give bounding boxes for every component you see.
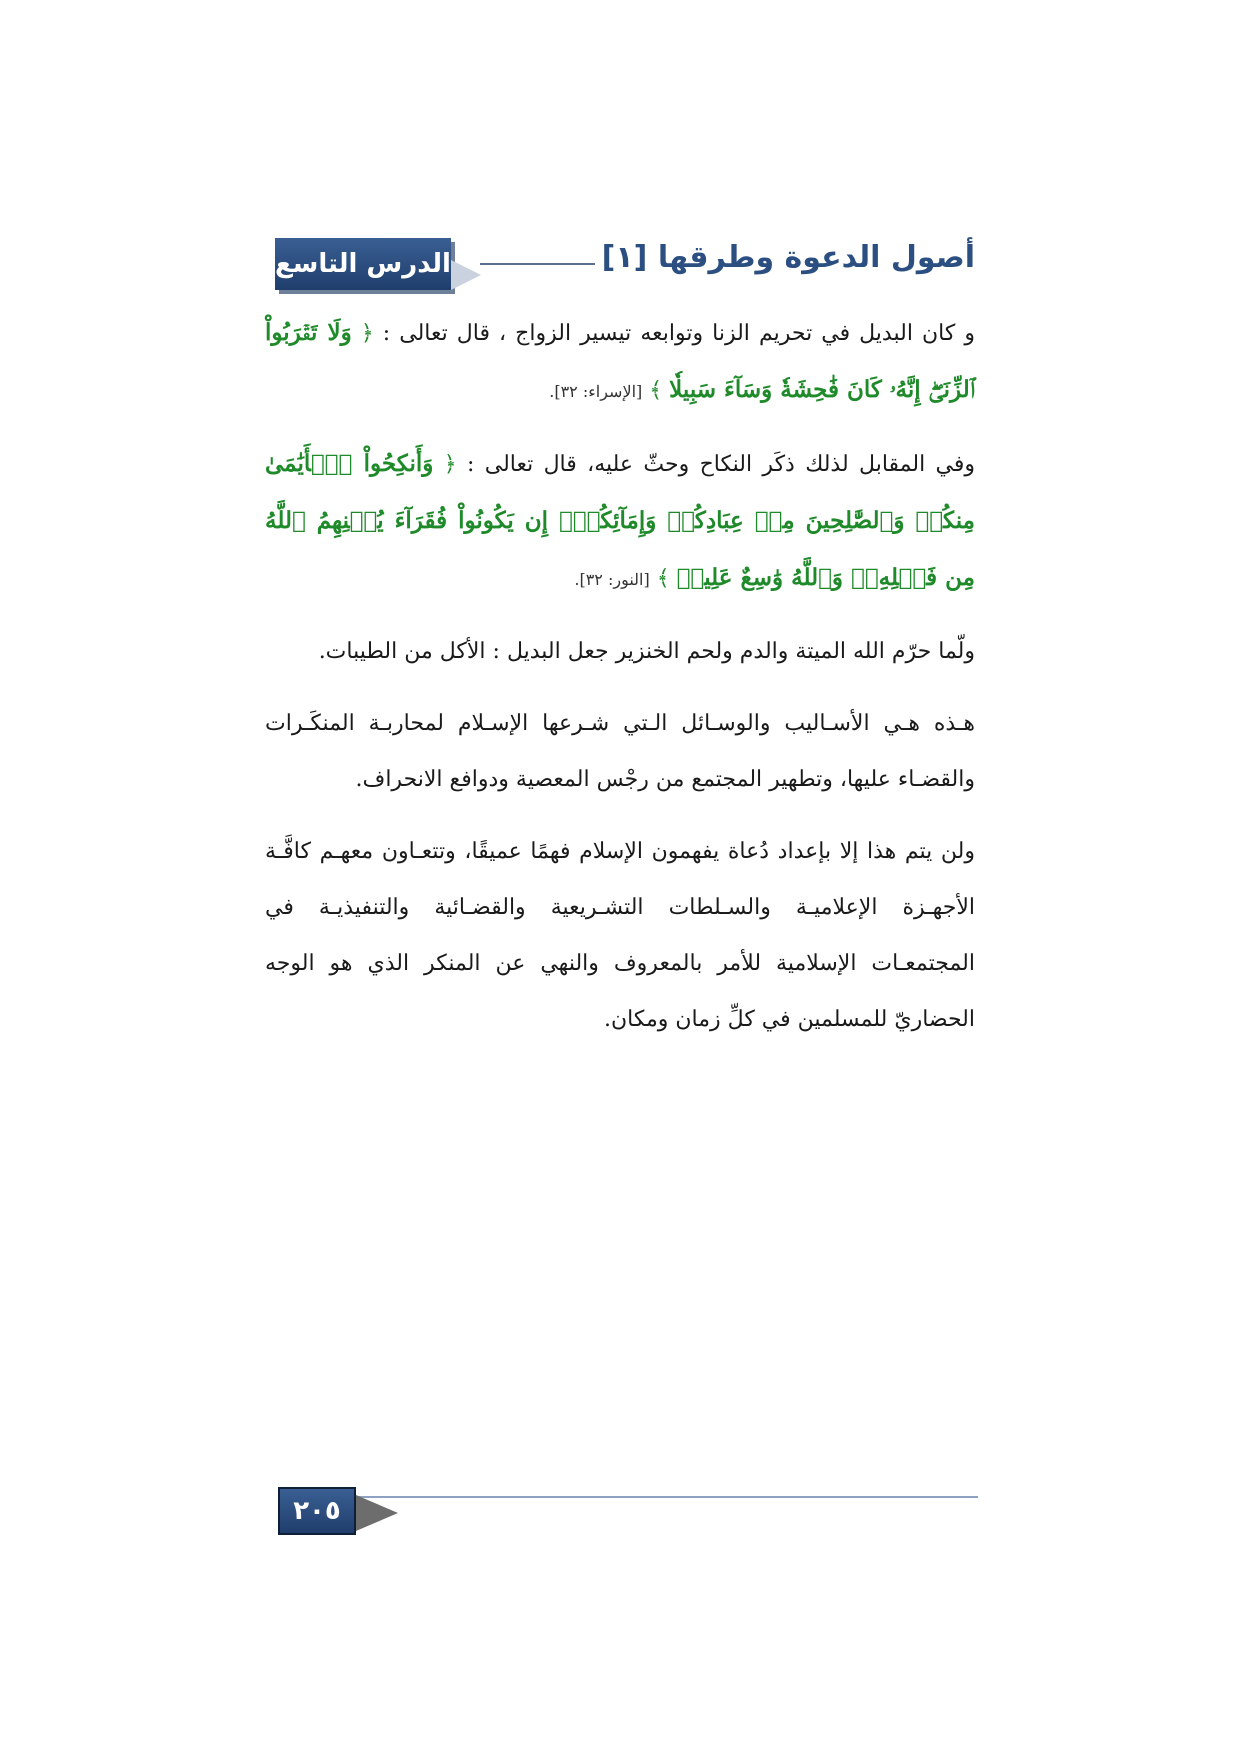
verse-open-bracket: ﴿ — [360, 321, 374, 346]
paragraph-5: ولن يتم هذا إلا بإعداد دُعاة يفهمون الإسلام فهمًا عميقًا، وتتعـاون معهـم كافَّـة الأجهـزة الإعلاميـة والسـلطات التشـريعية والقضـائية والتنفيذيـة في المجتمعـات الإسلامية للأمر بالمعروف والنهي عن المنكر الذي هو الوجه الحضاريّ للمسلمين في كلِّ زمان ومكان. — [265, 839, 975, 1032]
body-text — [265, 305, 975, 1064]
page-footer — [278, 1487, 978, 1537]
quran-verse: وَأَنكِحُواْ ٱلۡأَيَٰمَىٰ مِنكُمۡ وَٱلصَّٰلِحِينَ مِنۡ عِبَادِكُمۡ وَإِمَآئِكُمۡۚ إِن يَكُونُواْ فُقَرَآءَ يُغۡنِهِمُ ٱللَّهُ مِن فَضۡلِهِۦۗ وَٱللَّهُ وَٰسِعٌ عَلِيمٞ — [265, 450, 975, 591]
lesson-badge: الدرس التاسع — [275, 238, 451, 290]
paragraph-text: و كان البديل في تحريم الزنا وتوابعه تيسير الزواج ، قال تعالى : — [382, 321, 975, 346]
footer-rule — [356, 1496, 978, 1498]
verse-reference: [الإسراء: ٣٢]. — [549, 382, 643, 401]
paragraph-2 — [265, 436, 975, 608]
paragraph-3: ولّما حرّم الله الميتة والدم ولحم الخنزير جعل البديل : الأكل من الطيبات. — [318, 639, 975, 664]
verse-reference: [النور: ٣٢]. — [574, 570, 650, 589]
paragraph-1 — [265, 305, 975, 420]
footer-decoration — [356, 1495, 398, 1531]
header-rule — [480, 263, 595, 265]
page-number: ٢٠٥ — [278, 1487, 356, 1535]
quran-verse: وَلَا تَقۡرَبُواْ ٱلزِّنَىٰٓۖ إِنَّهُۥ كَانَ فَٰحِشَةٗ وَسَآءَ سَبِيلٗا — [265, 319, 975, 403]
verse-open-bracket: ﴿ — [443, 452, 457, 477]
verse-close-bracket: ﴾ — [649, 378, 663, 403]
chapter-title: أصول الدعوة وطرقها [١] — [601, 240, 975, 275]
header-decoration — [451, 260, 481, 290]
verse-close-bracket: ﴾ — [656, 566, 670, 591]
page-header — [275, 238, 975, 290]
paragraph-4: هـذه هـي الأسـاليب والوسـائل الـتي شـرعها الإسـلام لمحاربـة المنكَـرات والقضـاء عليها، وتطهير المجتمع من رجْس المعصية ودوافع الانحراف. — [265, 711, 975, 792]
paragraph-text: وفي المقابل لذلك ذكَر النكاح وحثّ عليه، قال تعالى : — [466, 452, 976, 477]
